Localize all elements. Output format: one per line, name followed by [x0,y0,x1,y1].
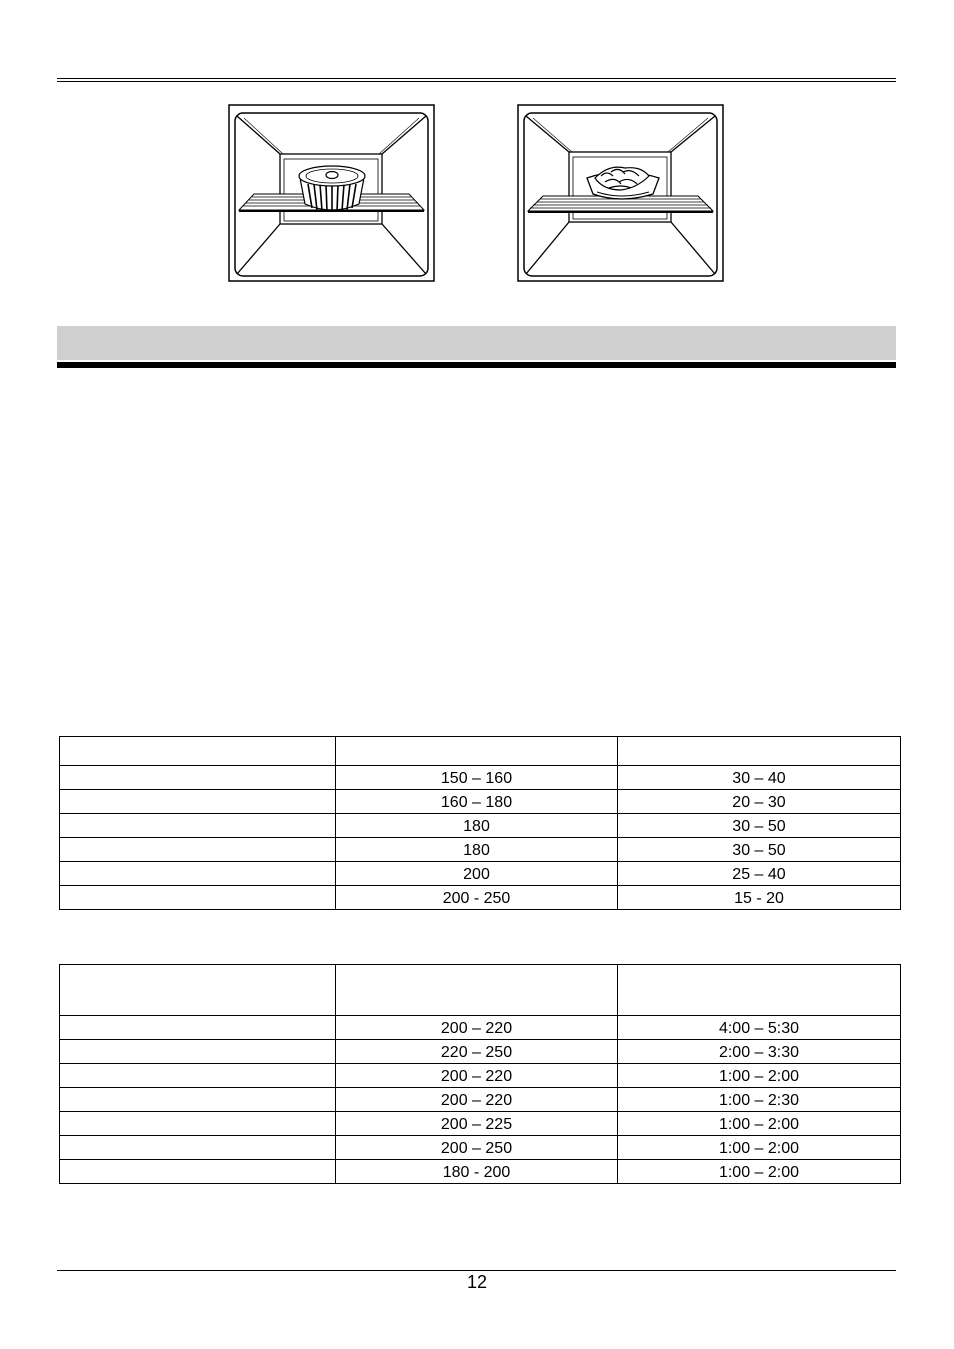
temperature-cell: 200 – 220 [336,1088,618,1112]
table-row [60,766,901,790]
time-cell: 30 – 50 [618,814,901,838]
table-row [60,790,901,814]
header-cell-temperature [336,737,618,766]
table-row [60,1016,901,1040]
cooking-table-1 [59,736,901,910]
time-cell: 1:00 – 2:30 [618,1088,901,1112]
time-cell: 30 – 40 [618,766,901,790]
temperature-cell: 200 – 250 [336,1136,618,1160]
time-cell: 1:00 – 2:00 [618,1064,901,1088]
time-cell: 1:00 – 2:00 [618,1160,901,1184]
temperature-cell: 160 – 180 [336,790,618,814]
table-header-row [60,965,901,1016]
item-cell [60,814,336,838]
item-cell [60,1040,336,1064]
time-cell: 25 – 40 [618,862,901,886]
temperature-cell: 200 - 250 [336,886,618,910]
item-cell [60,766,336,790]
header-cell-temperature [336,965,618,1016]
temperature-cell: 180 [336,838,618,862]
table-row [60,838,901,862]
oven-roast-illustration [517,104,724,282]
time-cell: 2:00 – 3:30 [618,1040,901,1064]
temperature-cell: 200 – 225 [336,1112,618,1136]
oven-cake-illustration [228,104,435,282]
footer-rule [57,1270,896,1271]
header-cell-item [60,737,336,766]
item-cell [60,1136,336,1160]
item-cell [60,838,336,862]
item-cell [60,886,336,910]
temperature-cell: 200 [336,862,618,886]
table-header-row [60,737,901,766]
table-row [60,1088,901,1112]
cooking-table-2 [59,964,901,1184]
temperature-cell: 220 – 250 [336,1040,618,1064]
header-cell-time [618,737,901,766]
time-cell: 15 - 20 [618,886,901,910]
table-row [60,1136,901,1160]
header-cell-item [60,965,336,1016]
temperature-cell: 180 [336,814,618,838]
temperature-cell: 200 – 220 [336,1016,618,1040]
time-cell: 4:00 – 5:30 [618,1016,901,1040]
item-cell [60,862,336,886]
page-number: 12 [466,1272,488,1292]
table-row [60,1040,901,1064]
item-cell [60,1112,336,1136]
time-cell: 30 – 50 [618,838,901,862]
time-cell: 1:00 – 2:00 [618,1136,901,1160]
table-row [60,862,901,886]
item-cell [60,790,336,814]
time-cell: 1:00 – 2:00 [618,1112,901,1136]
table-row [60,1064,901,1088]
item-cell [60,1088,336,1112]
time-cell: 20 – 30 [618,790,901,814]
temperature-cell: 150 – 160 [336,766,618,790]
item-cell [60,1064,336,1088]
header-rule [57,78,896,82]
table-row [60,1112,901,1136]
section-heading-band [57,326,896,360]
table-row [60,814,901,838]
table-row [60,886,901,910]
temperature-cell: 200 – 220 [336,1064,618,1088]
temperature-cell: 180 - 200 [336,1160,618,1184]
item-cell [60,1016,336,1040]
section-heading-rule [57,362,896,368]
item-cell [60,1160,336,1184]
header-cell-time [618,965,901,1016]
table-row [60,1160,901,1184]
